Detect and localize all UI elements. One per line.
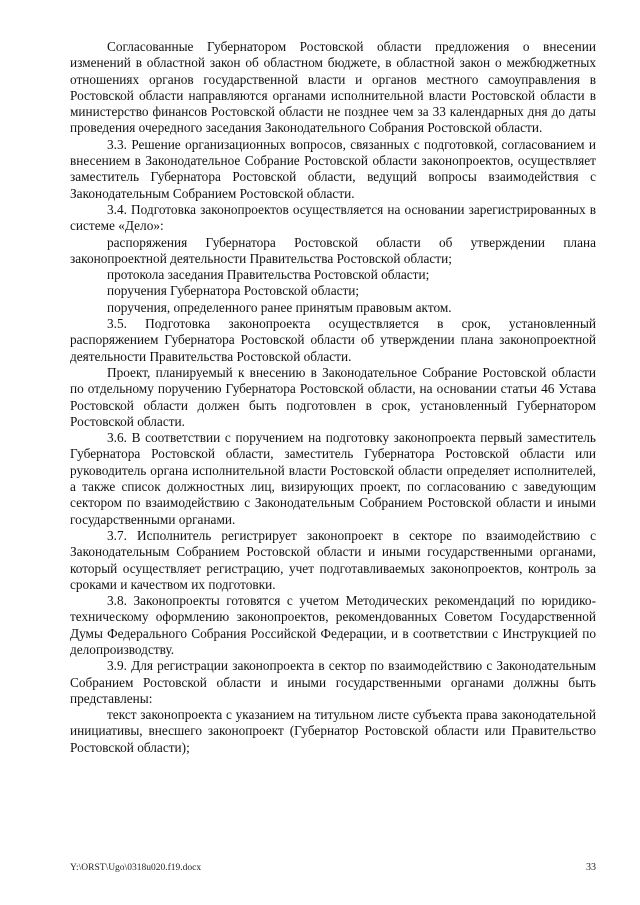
paragraph-3-4: 3.4. Подготовка законопроектов осуществляется на основании зарегистрированных в системе «Дело»: [70, 201, 596, 234]
list-item-governor-order: распоряжения Губернатора Ростовской области об утверждении плана законопроектной деятельности Правительства Ростовской области; [70, 234, 596, 266]
paragraph-3-7: 3.7. Исполнитель регистрирует законопроект в секторе по взаимодействию с Законодательным Собранием Ростовской области и иными государственными органами, который осуществляет регистрацию, учет подготавливаемых законопроектов, контроль за сроками и качеством их подготовки. [70, 527, 596, 592]
list-item-prior-act: поручения, определенного ранее принятым правовым актом. [107, 299, 452, 315]
document-body [70, 39, 596, 756]
paragraph-3-6: 3.6. В соответствии с поручением на подготовку законопроекта первый заместитель Губернатора Ростовской области, заместитель Губернатора Ростовской области или руководитель органа исполнительной власти Ростовской области определяет исполнителей, а также список должностных лиц, визирующих проект, по согласованию с заведующим сектором по взаимодействию с Законодательным Собранием Ростовской области и иными государственными органами. [70, 430, 596, 527]
paragraph-3-8: 3.8. Законопроекты готовятся с учетом Методических рекомендаций по юридико-техническому оформлению законопроектов, рекомендованных Советом Государственной Думы Федерального Собрания Российской Федерации, и в соответствии с Инструкцией по делопроизводству. [70, 593, 596, 657]
paragraph-project-deadline: Проект, планируемый к внесению в Законодательное Собрание Ростовской области по отдельному поручению Губернатора Ростовской области, на основании статьи 46 Устава Ростовской области должен быть подготовлен в срок, установленный Губернатором Ростовской области. [70, 364, 596, 429]
footer-page-number: 33 [586, 862, 596, 873]
list-item-governor-instruction: поручения Губернатора Ростовской области; [107, 283, 360, 299]
paragraph-3-3: 3.3. Решение организационных вопросов, связанных с подготовкой, согласованием и внесением в Законодательное Собрание Ростовской области законопроектов, осуществляет заместитель Губернатора Ростовской области, ведущий вопросы взаимодействия с Законодательным Собранием Ростовской области. [70, 136, 596, 201]
paragraph-3-5: 3.5. Подготовка законопроекта осуществляется в срок, установленный распоряжением Губернатора Ростовской области об утверждении плана законопроектной деятельности Правительства Ростовской области. [70, 316, 596, 364]
footer-file-path: Y:\ORST\Ugo\0318u020.f19.docx [70, 863, 202, 873]
paragraph-3-9: 3.9. Для регистрации законопроекта в сектор по взаимодействию с Законодательным Собранием Ростовской области и иными государственными органами должны быть представлены: [70, 658, 596, 706]
list-item-draft-text: текст законопроекта с указанием на титульном листе субъекта права законодательной инициативы, внесшего законопроект (Губернатор Ростовской области или Правительство Ростовской области); [70, 707, 596, 755]
paragraph-budget-proposals: Согласованные Губернатором Ростовской области предложения о внесении изменений в областной закон об областном бюджете, в областной закон о межбюджетных отношениях органов государственной власти и органов местного самоуправления в Ростовской области направляются органами исполнительной власти Ростовской области в министерство финансов Ростовской области не позднее чем за 33 календарных дня до даты проведения очередного заседания Законодательного Собрания Ростовской области. [70, 39, 596, 136]
list-item-meeting-protocol: протокола заседания Правительства Ростовской области; [107, 267, 430, 283]
